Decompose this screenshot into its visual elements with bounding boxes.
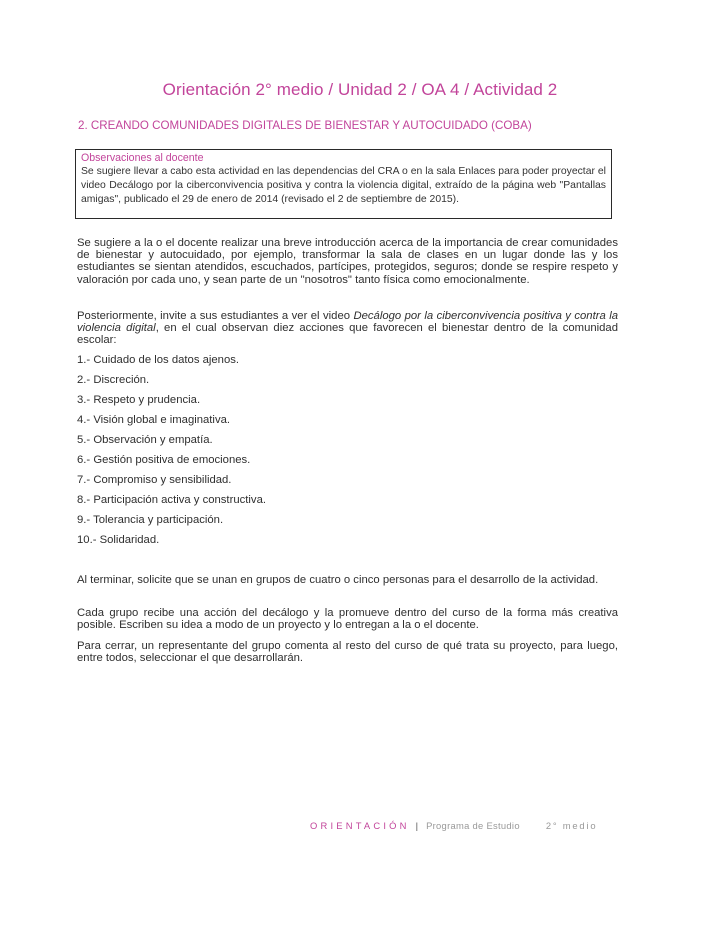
list-item: 2.- Discreción. [77,374,150,386]
list-item: 8.- Participación activa y constructiva. [77,494,266,506]
list-item: 1.- Cuidado de los datos ajenos. [77,354,240,366]
closing-paragraph: Para cerrar, un representante del grupo comenta al resto del curso de qué trata su proyecto, para luego, entre todos, seleccionar el que desarrollarán. [77,640,618,665]
observations-text: Se sugiere llevar a cabo esta actividad en las dependencias del CRA o en la sala Enlaces para poder proyectar el video Decálogo por la ciberconvivencia positiva y contra la violencia digital, extraído de la página web "Pantallas amigas", publicado el 29 de enero de 2014 (revisado el 2 de septiembre de 2015). [81,166,606,205]
list-item: 7.- Compromiso y sensibilidad. [77,474,232,486]
footer-subject: ORIENTACIÓN [310,820,410,831]
page-footer [310,820,597,831]
footer-grade: 2° medio [545,820,598,831]
list-item: 6.- Gestión positiva de emociones. [77,454,251,466]
video-paragraph-lead: Posteriormente, invite a sus estudiantes a ver el video [77,310,354,322]
idea-paragraph: Cada grupo recibe una acción del decálogo y la promueve dentro del curso de la forma más creativa posible. Escriben su idea a modo de un proyecto y lo entregan a la o el docente. [77,607,618,632]
list-item: 3.- Respeto y prudencia. [77,394,201,406]
video-paragraph-tail: , en el cual observan diez acciones que favorecen el bienestar dentro de la comunidad escolar: [77,322,618,347]
video-paragraph [77,310,618,347]
observations-box [75,149,612,219]
intro-paragraph: Se sugiere a la o el docente realizar una breve introducción acerca de la importancia de crear comunidades de bienestar y autocuidado, por ejemplo, transformar la sala de clases en un lugar donde las y los estudiantes se sientan atendidos, escuchados, partícipes, protegidos, seguros; donde se respire respeto y valoración por cada uno, y sean parte de un "nosotros" tanto física como emocionalmente. [77,237,618,286]
section-heading: 2. CREANDO COMUNIDADES DIGITALES DE BIENESTAR Y AUTOCUIDADO (COBA) [78,119,532,132]
list-item: 9.- Tolerancia y participación. [77,514,224,526]
list-item: 5.- Observación y empatía. [77,434,213,446]
list-item: 10.- Solidaridad. [77,534,160,546]
footer-separator: | [415,820,419,831]
groups-paragraph: Al terminar, solicite que se unan en grupos de cuatro o cinco personas para el desarrollo de la actividad. [77,574,599,586]
list-item: 4.- Visión global e imaginativa. [77,414,231,426]
decalogue-list [77,353,266,553]
footer-program: Programa de Estudio [426,820,520,831]
observations-title: Observaciones al docente [81,152,204,164]
video-title: Decálogo por la ciberconvivencia positiva y contra la violencia digital [77,310,619,335]
page-title: Orientación 2° medio / Unidad 2 / OA 4 / Actividad 2 [162,80,558,99]
